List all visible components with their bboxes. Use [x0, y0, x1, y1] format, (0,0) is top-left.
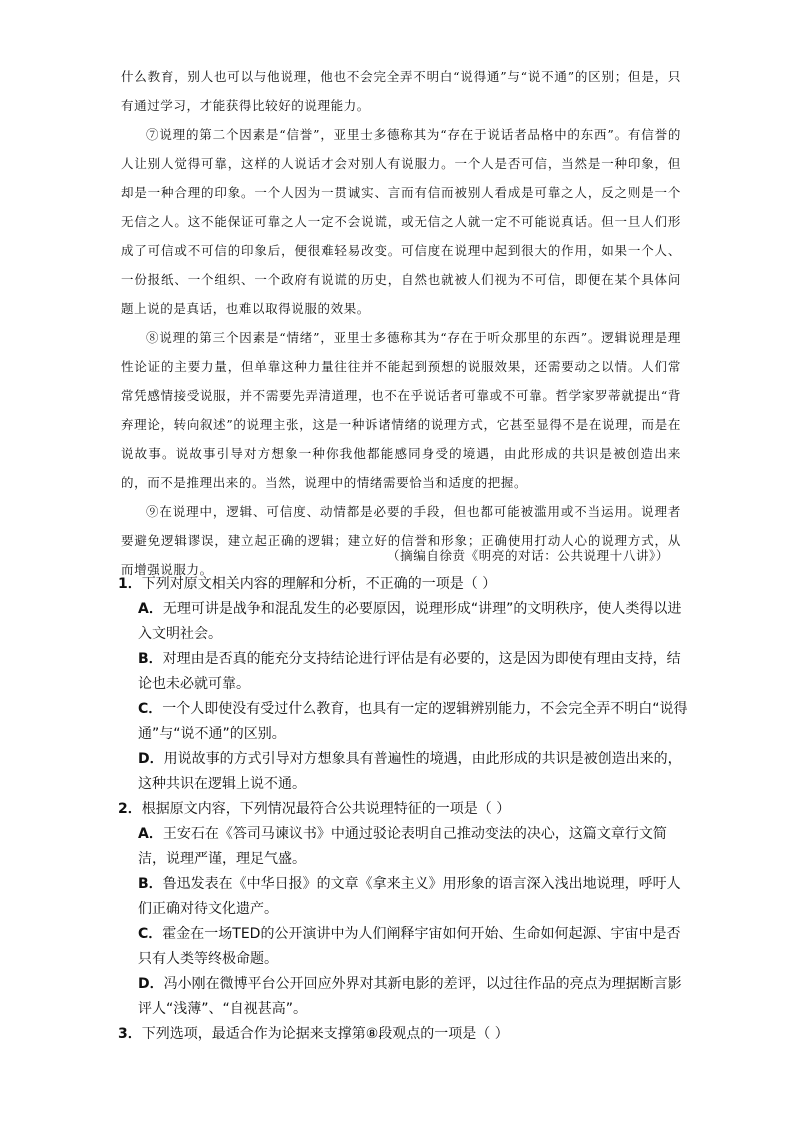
option-text: 无理可讲是战争和混乱发生的必要原因，说理形成“讲理”的文明秩序，使人类得以进入文明社会。 [138, 601, 682, 642]
passage-paragraph: 什么教育，别人也可以与他说理，他也不会完全弄不明白“说得通”与“说不通”的区别；但是，只有通过学习，才能获得比较好的说理能力。 [121, 69, 681, 113]
option-text: 一个人即使没有受过什么教育，也具有一定的逻辑辨别能力，不会完全弄不明白“说得通”与“说不通”的区别。 [138, 701, 688, 742]
option-a [138, 597, 688, 647]
option-text: 王安石在《答司马谏议书》中通过驳论表明自己推动变法的决心，这篇文章行文简洁，说理严谨，理足气盛。 [138, 826, 667, 867]
question-number: 2． [118, 801, 142, 817]
option-letter: B． [138, 651, 163, 667]
option-letter: C． [138, 701, 163, 717]
option-c [138, 697, 688, 747]
passage-paragraph: ⑨在说理中，逻辑、可信度、动情都是必要的手段，但也都可能被滥用或不当运用。说理者要避免逻辑谬误，建立起正确的逻辑；建立好的信誉和形象；正确使用打动人心的说理方式，从而增强说服力。 [121, 504, 681, 577]
reading-passage [121, 62, 681, 584]
option-letter: D． [138, 751, 164, 767]
option-letter: D． [138, 976, 164, 992]
option-c [138, 922, 688, 972]
option-d [138, 972, 688, 1022]
source-citation: （摘编自徐贲《明亮的对话：公共说理十八讲》） [387, 548, 669, 563]
option-a [138, 822, 688, 872]
question-1 [118, 572, 688, 797]
passage-paragraph: ⑧说理的第三个因素是“情绪”，亚里士多德称其为“存在于听众那里的东西”。逻辑说理是理性论证的主要力量，但单靠这种力量往往并不能起到预想的说服效果，还需要动之以情。人们常常凭感情接受说服，并不需要先弄清道理，也不在乎说话者可靠或不可靠。哲学家罗蒂就提出“背弃理论，转向叙述”的说理主张，这是一种诉诸情绪的说理方式，它甚至显得不是在说理，而是在说故事。说故事引导对方想象一种你我他都能感同身受的境遇，由此形成的共识是被创造出来的，而不是推理出来的。当然，说理中的情绪需要恰当和适度的把握。 [121, 330, 681, 490]
question-stem [118, 572, 688, 597]
question-number: 1． [118, 576, 142, 592]
option-letter: A． [138, 826, 163, 842]
question-3 [118, 1022, 688, 1047]
option-b [138, 647, 688, 697]
question-list [118, 572, 688, 1047]
option-d [138, 747, 688, 797]
option-text: 鲁迅发表在《中华日报》的文章《拿来主义》用形象的语言深入浅出地说理，呼吁人们正确对待文化遗产。 [138, 876, 681, 917]
question-2 [118, 797, 688, 1022]
passage-paragraph: ⑦说理的第二个因素是“信誉”，亚里士多德称其为“存在于说话者品格中的东西”。有信誉的人让别人觉得可靠，这样的人说话才会对别人有说服力。一个人是否可信，当然是一种印象，但却是一种合理的印象。一个人因为一贯诚实、言而有信而被别人看成是可靠之人，反之则是一个无信之人。这不能保证可靠之人一定不会说谎，或无信之人就一定不可能说真话。但一旦人们形成了可信或不可信的印象后，便很难轻易改变。可信度在说理中起到很大的作用，如果一个人、一份报纸、一个组织、一个政府有说谎的历史，自然也就被人们视为不可信，即便在某个具体问题上说的是真话，也难以取得说服的效果。 [121, 127, 681, 316]
question-text: 下列对原文相关内容的理解和分析，不正确的一项是（ ） [141, 576, 497, 592]
option-text: 对理由是否真的能充分支持结论进行评估是有必要的，这是因为即使有理由支持，结论也未必就可靠。 [138, 651, 681, 692]
question-stem [118, 1022, 688, 1047]
question-text: 根据原文内容，下列情况最符合公共说理特征的一项是（ ） [141, 801, 511, 817]
option-text: 用说故事的方式引导对方想象具有普遍性的境遇，由此形成的共识是被创造出来的，这种共识在逻辑上说不通。 [138, 751, 682, 792]
question-number: 3． [118, 1026, 142, 1042]
option-text: 冯小刚在微博平台公开回应外界对其新电影的差评，以过往作品的亮点为理据断言影评人“浅薄”、“自视甚高”。 [138, 976, 682, 1017]
option-letter: A． [138, 601, 163, 617]
option-letter: B． [138, 876, 163, 892]
option-letter: C． [138, 926, 163, 942]
question-stem [118, 797, 688, 822]
question-text: 下列选项，最适合作为论据来支撑第⑧段观点的一项是（ ） [141, 1026, 509, 1042]
option-b [138, 872, 688, 922]
option-text: 霍金在一场TED的公开演讲中为人们阐释宇宙如何开始、生命如何起源、宇宙中是否只有人类等终极命题。 [138, 926, 681, 967]
